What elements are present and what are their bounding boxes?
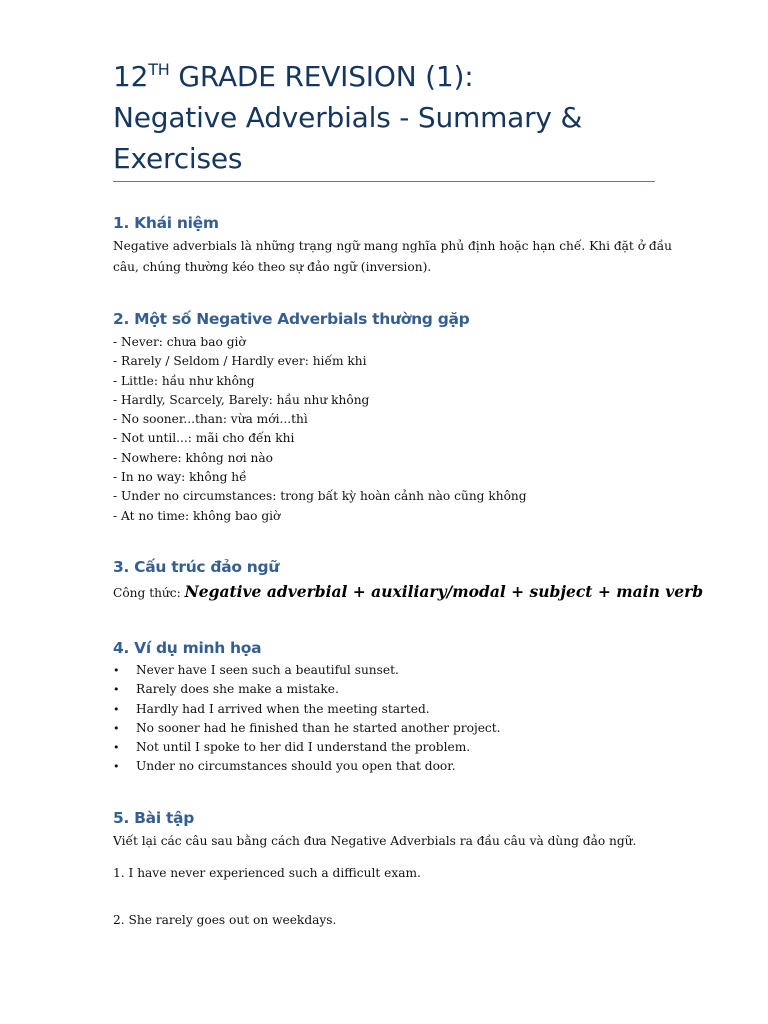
- examples-list: [113, 661, 501, 777]
- bullet-icon: •: [113, 741, 120, 755]
- example-item: [113, 757, 501, 776]
- example-item: [113, 719, 501, 738]
- bullet-icon: •: [113, 760, 120, 774]
- common-adverbial-item: - Hardly, Scarcely, Barely: hầu như không: [113, 392, 370, 407]
- exercise-question: 1. I have never experienced such a difficult exam.: [113, 866, 421, 880]
- concept-paragraph: [113, 236, 673, 277]
- section-heading-common: 2. Một số Negative Adverbials thường gặp: [113, 310, 470, 328]
- formula-text: Negative adverbial + auxiliary/modal + subject + main verb: [184, 582, 704, 601]
- section-heading-examples: 4. Ví dụ minh họa: [113, 639, 262, 657]
- common-adverbial-item: - Not until...: mãi cho đến khi: [113, 431, 295, 446]
- document-title: [113, 56, 582, 179]
- structure-formula-line: [113, 582, 703, 603]
- example-item: [113, 738, 501, 757]
- example-text: Never have I seen such a beautiful sunset.: [136, 663, 399, 677]
- example-text: Hardly had I arrived when the meeting started.: [136, 701, 430, 716]
- section-heading-structure: 3. Cấu trúc đảo ngữ: [113, 558, 280, 576]
- example-text: No sooner had he finished than he started another project.: [136, 720, 501, 735]
- bullet-icon: •: [113, 664, 120, 677]
- example-item: [113, 661, 501, 680]
- common-adverbial-item: - Nowhere: không nơi nào: [113, 450, 274, 465]
- common-adverbial-item: - At no time: không bao giờ: [113, 508, 281, 523]
- title-grade-rest: GRADE REVISION (1):: [169, 60, 474, 93]
- example-item: [113, 700, 501, 719]
- common-adverbial-item: - Never: chưa bao giờ: [113, 335, 246, 349]
- title-divider: [113, 181, 655, 182]
- formula-prefix: Công thức:: [113, 586, 185, 600]
- example-text: Rarely does she make a mistake.: [136, 682, 339, 697]
- exercise-question: 2. She rarely goes out on weekdays.: [113, 913, 337, 927]
- bullet-icon: •: [113, 683, 120, 697]
- common-adverbial-item: - Rarely / Seldom / Hardly ever: hiếm khi: [113, 354, 367, 369]
- section-heading-exercises: 5. Bài tập: [113, 809, 195, 827]
- title-line-3: Exercises: [113, 142, 243, 175]
- bullet-icon: •: [113, 702, 120, 716]
- common-adverbial-item: - In no way: không hề: [113, 470, 247, 485]
- example-item: [113, 680, 501, 699]
- example-text: Not until I spoke to her did I understand the problem.: [136, 740, 471, 755]
- exercise-instruction: Viết lại các câu sau bằng cách đưa Negative Adverbials ra đầu câu và dùng đảo ngữ.: [113, 834, 637, 848]
- section-heading-concept: 1. Khái niệm: [113, 214, 219, 232]
- common-adverbial-item: - No sooner...than: vừa mới...thì: [113, 412, 308, 427]
- title-grade-suffix: TH: [148, 60, 170, 79]
- concept-line: Negative adverbials là những trạng ngữ mang nghĩa phủ định hoặc hạn chế. Khi đặt ở đầu: [113, 239, 673, 253]
- title-line-2: Negative Adverbials - Summary &: [113, 101, 583, 134]
- concept-line: câu, chúng thường kéo theo sự đảo ngữ (inversion).: [113, 259, 432, 274]
- bullet-icon: •: [113, 721, 120, 735]
- common-adverbial-item: - Under no circumstances: trong bất kỳ hoàn cảnh nào cũng không: [113, 489, 527, 504]
- example-text: Under no circumstances should you open that door.: [136, 759, 456, 774]
- title-grade-number: 12: [113, 60, 149, 93]
- common-adverbials-list: [113, 333, 527, 526]
- common-adverbial-item: - Little: hầu như không: [113, 373, 255, 388]
